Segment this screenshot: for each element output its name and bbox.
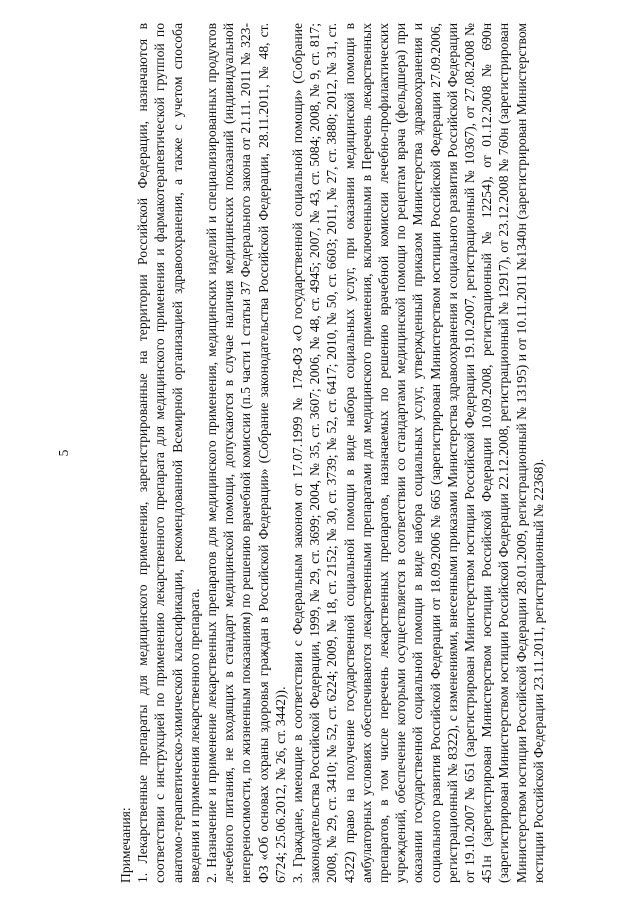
notes-heading: Примечания: [118,806,133,883]
note-1: 1. Лекарственные препараты для медицинского применения, зарегистрированные на территории Российской Федерации, назначаются в соответствии с инструкцией по применению лекарственного препарата для медицинского применения и фармакотерапевтической группой по анатомо-терапевтическо-химической классификации, рекомендованной Всемирной организацией здравоохранения, а также с учетом способа введения и применения лекарственного препарата. [135,22,202,883]
rotated-document-page [55,23,585,883]
page-number: 5 [56,449,71,456]
note-2: 2. Назначение и применение лекарственных препаратов для медицинского применения, медицинских изделий и специализированных продуктов лечебного питания, не входящих в стандарт медицинской помощи, допускаются в случае наличия медицинских показаний (индивидуальной непереносимости, по жизненным показаниям) по решению врачебной комиссии (п.5 части 1 статьи 37 Федерального закона от 21.11. 2011 № 323-ФЗ «Об основах охраны здоровья граждан в Российской Федерации» (Собрание законодательства Российской Федерации, 28.11.2011, № 48, ст. 6724; 25.06.2012, № 26, ст. 3442)). [204,22,288,883]
note-3: 3. Граждане, имеющие в соответствии с Федеральным законом от 17.07.1999 № 178-ФЗ «О государственной социальной помощи» (Собрание законодательства Российской Федерации, 1999, № 29, ст. 3699; 2004, № 35, ст. 3607; 2006, № 48, ст. 4945; 2007, № 43, ст. 5084; 2008, № 9, ст. 817; 2008, № 29, ст. 3410; № 52, ст. 6224; 2009, № 18, ст. 2152; № 30, ст. 3739; № 52, ст. 6417; 2010, № 50, ст. 6603; 2011, № 27, ст. 3880; 2012, № 31, ст. 4322) право на получение государственной социальной помощи в виде набора социальных услуг, при оказании медицинской помощи в амбулаторных условиях обеспечиваются лекарственными препаратами для медицинского применения, включенными в Перечень лекарственных препаратов, в том числе перечень лекарственных препаратов, назначаемых по решению врачебной комиссии лечебно-профилактических учреждений, обеспечение которыми осуществляется в соответствии со стандартами медицинской помощи по рецептам врача (фельдшера) при оказании государственной социальной помощи в виде набора социальных услуг, утвержденный приказом Министерства здравоохранения и социального развития Российской Федерации от 18.09.2006 № 665 (зарегистрирован Министерством юстиции Российской Федерации 27.09.2006, регистрационный № 8322), с изменениями, внесенными приказами Министерства здравоохранения и социального развития Российской Федерации от 19.10.2007 № 651 (зарегистрирован Министерством юстиции Российской Федерации 19.10.2007, регистрационный № 10367), от 27.08.2008 № 451н (зарегистрирован Министерством юстиции Российской Федерации 10.09.2008, регистрационный № 12254), от 01.12.2008 № 690н (зарегистрирован Министерством юстиции Российской Федерации 22.12.2008, регистрационный № 12917), от 23.12.2008 № 760н (зарегистрирован Министерством юстиции Российской Федерации 28.01.2009, регистрационный № 13195) и от 10.11.2011 №1340н (зарегистрирован Министерством юстиции Российской Федерации 23.11.2011, регистрационный № 22368). [290,22,546,883]
